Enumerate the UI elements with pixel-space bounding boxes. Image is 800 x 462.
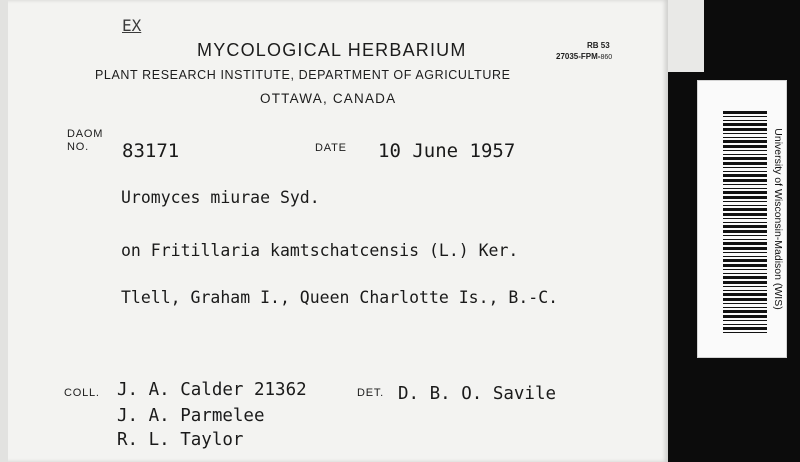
determiner: D. B. O. Savile xyxy=(398,384,557,404)
collector-3: R. L. Taylor xyxy=(117,430,244,450)
det-label: DET. xyxy=(357,387,385,399)
form-code xyxy=(556,52,612,61)
daom-label xyxy=(67,128,103,154)
form-code-main: 27035-FPM- xyxy=(556,52,601,61)
herbarium-title: MYCOLOGICAL HERBARIUM xyxy=(197,40,467,60)
locality: Tlell, Graham I., Queen Charlotte Is., B.-C. xyxy=(121,288,559,307)
form-code-suffix: 860 xyxy=(600,54,613,61)
paper-strip xyxy=(668,0,704,72)
coll-label: COLL. xyxy=(64,387,100,399)
host-plant: on Fritillaria kamtschatcensis (L.) Ker. xyxy=(121,241,519,260)
barcode-institution: University of Wisconsin-Madison (WIS) xyxy=(772,128,784,310)
collection-date: 10 June 1957 xyxy=(378,140,516,162)
collector-1: J. A. Calder 21362 xyxy=(117,380,307,400)
institute-line: PLANT RESEARCH INSTITUTE, DEPARTMENT OF AGRICULTURE xyxy=(95,68,511,82)
city-line: OTTAWA, CANADA xyxy=(260,91,397,106)
daom-label-line2: NO. xyxy=(67,141,89,153)
ex-mark: EX xyxy=(122,16,142,35)
barcode-icon xyxy=(723,111,767,333)
rb-code: RB 53 xyxy=(587,41,610,50)
daom-number: 83171 xyxy=(122,140,180,162)
species-name: Uromyces miurae Syd. xyxy=(121,188,320,207)
barcode-label xyxy=(697,80,787,358)
label-edge xyxy=(0,0,8,462)
daom-label-line1: DAOM xyxy=(67,128,104,140)
date-label: DATE xyxy=(315,142,347,154)
collector-2: J. A. Parmelee xyxy=(117,406,265,426)
